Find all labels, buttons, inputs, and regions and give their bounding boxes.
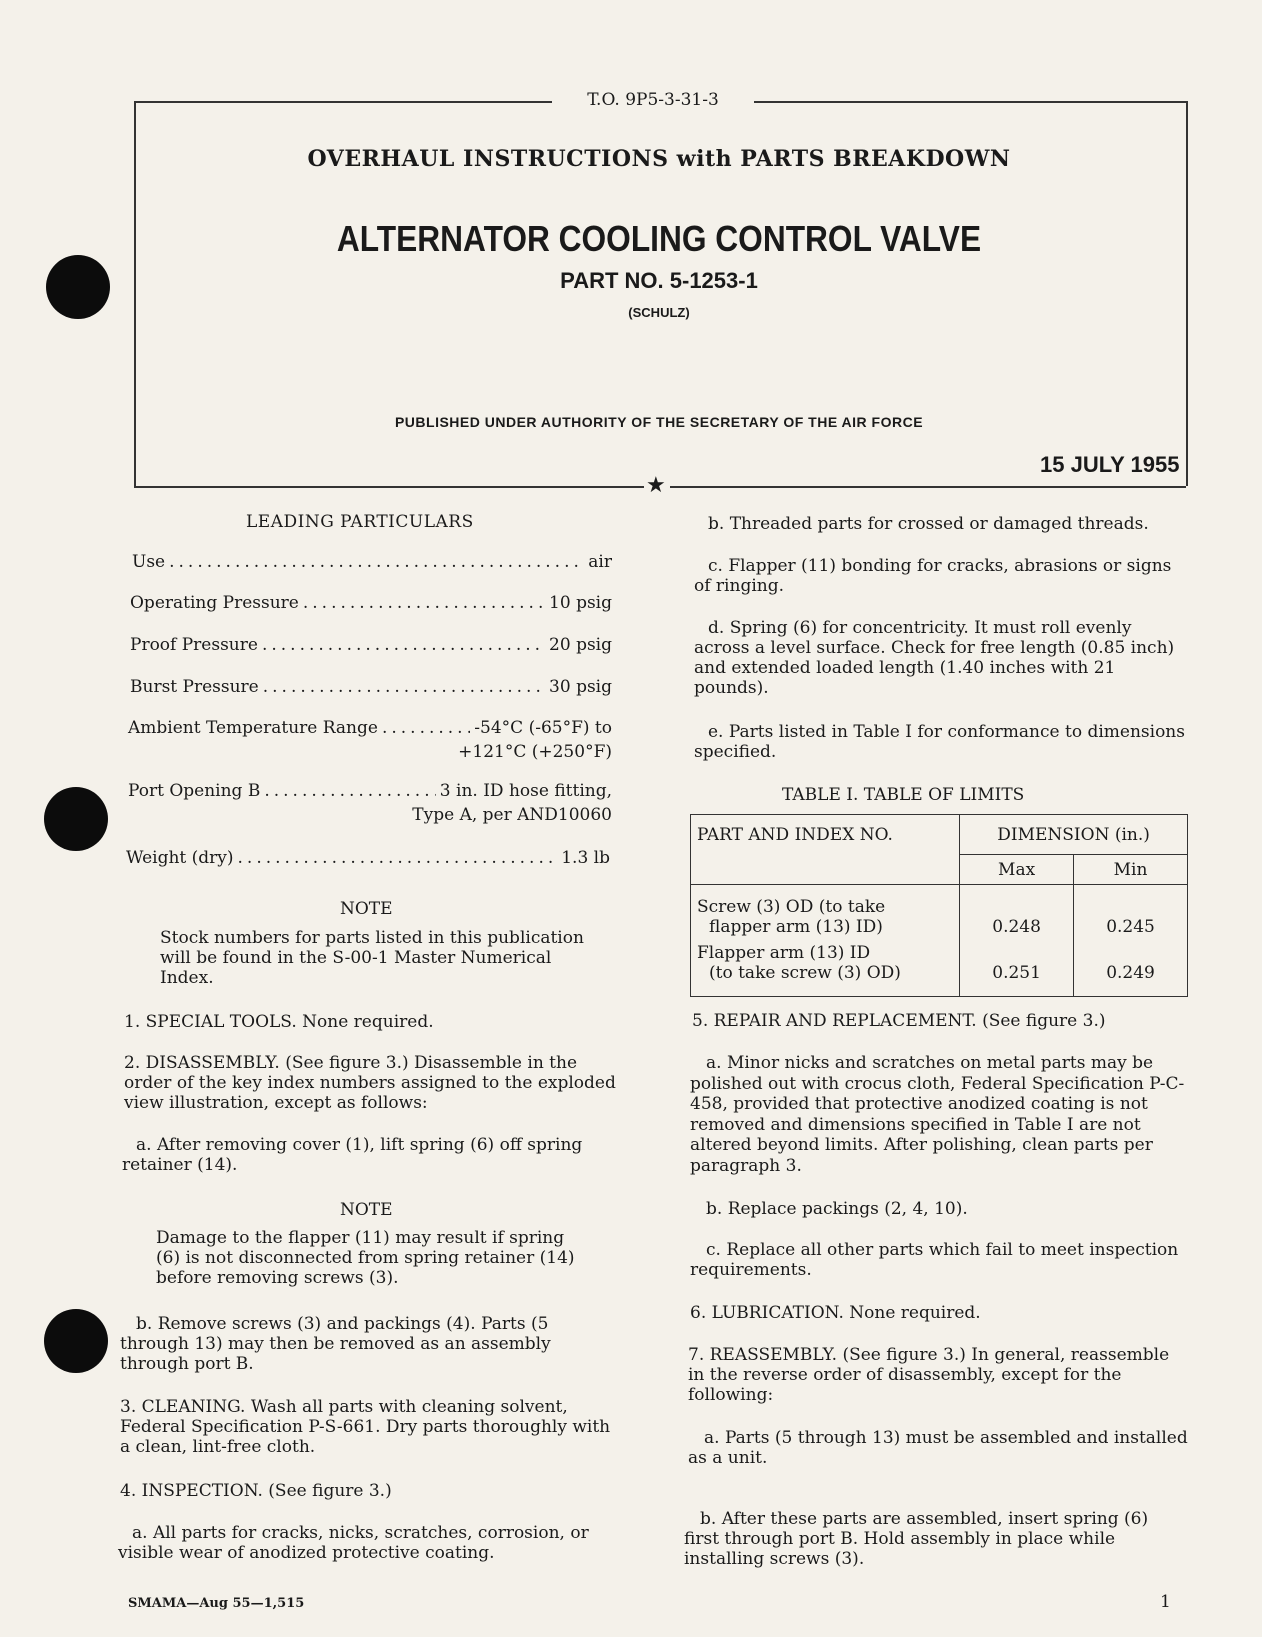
section-lubrication: 6. LUBRICATION. None required. [690,1303,981,1323]
particular-ambient-temperature [128,718,612,738]
table-cell-parts [691,885,960,997]
particular-value: 30 psig [549,677,612,697]
table-value: 0.249 [1106,963,1155,983]
table-row-part: Screw (3) OD (to take [697,897,886,917]
document-title: ALTERNATOR COOLING CONTROL VALVE [336,218,982,259]
reassembly-step-a: a. Parts (5 through 13) must be assembled and installed as a unit. [688,1428,1188,1468]
particular-label: Operating Pressure [130,593,299,613]
section-special-tools: 1. SPECIAL TOOLS. None required. [124,1012,434,1032]
authority-line: PUBLISHED UNDER AUTHORITY OF THE SECRETARY OF THE AIR FORCE [394,414,924,430]
box-bottom-line-right [670,486,1186,488]
overhaul-heading: OVERHAUL INSTRUCTIONS with PARTS BREAKDOWN [307,146,1011,172]
table-header-dimension: DIMENSION (in.) [960,815,1188,855]
repair-step-c: c. Replace all other parts which fail to meet inspection requirements. [690,1240,1179,1280]
table-header-min: Min [1074,855,1188,885]
particular-value-continued: Type A, per AND10060 [412,805,612,825]
table-value: 0.248 [992,917,1041,937]
section-reassembly: 7. REASSEMBLY. (See figure 3.) In general, reassemble in the reverse order of disassembly, except for the following: [688,1345,1170,1405]
section-inspection: 4. INSPECTION. (See figure 3.) [120,1481,392,1501]
inspection-step-c: c. Flapper (11) bonding for cracks, abrasions or signs of ringing. [694,556,1172,596]
table-header-part: PART AND INDEX NO. [691,815,960,885]
table-cell-max [960,885,1074,997]
inspection-step-e: e. Parts listed in Table I for conformance to dimensions specified. [694,722,1185,762]
star-ornament: ★ [646,473,666,498]
particular-port-opening [128,781,612,801]
table-cell-min [1074,885,1188,997]
section-cleaning: 3. CLEANING. Wash all parts with cleaning solvent, Federal Specification P-S-661. Dry parts thoroughly with a clean, lint-free cloth. [120,1397,611,1457]
particular-value-continued: +121°C (+250°F) [458,742,612,762]
binder-hole-bottom [44,1309,108,1373]
particular-use [132,552,612,572]
table-value: 0.245 [1106,917,1155,937]
box-bottom-line-left [134,486,644,488]
to-number: T.O. 9P5-3-31-3 [587,90,719,110]
table-row-part: (to take screw (3) OD) [709,963,901,983]
section-disassembly: 2. DISASSEMBLY. (See figure 3.) Disassemble in the order of the key index numbers assigned to the exploded view illustration, except as follows: [124,1053,616,1113]
particular-value: 3 in. ID hose fitting, [439,781,612,801]
leading-particulars-heading: LEADING PARTICULARS [246,512,474,532]
particular-value: 10 psig [549,593,612,613]
particular-label: Use [132,552,166,572]
particular-proof-pressure [130,635,612,655]
particular-value: 20 psig [549,635,612,655]
disassembly-step-a: a. After removing cover (1), lift spring (6) off spring retainer (14). [122,1135,583,1175]
limits-table [690,814,1188,997]
particular-value: air [588,552,612,572]
particular-weight [126,848,610,868]
particular-label: Weight (dry) [126,848,234,868]
box-top-line-left [134,101,552,103]
particular-label: Port Opening B [128,781,261,801]
repair-step-b: b. Replace packings (2, 4, 10). [706,1199,968,1219]
note-stock-numbers: Stock numbers for parts listed in this publication will be found in the S-00-1 Master Numerical Index. [160,928,584,988]
table-row-part: Flapper arm (13) ID [697,943,871,963]
particular-label: Ambient Temperature Range [128,718,378,738]
note-title: NOTE [340,899,393,919]
binder-hole-middle [44,787,108,851]
inspection-step-d: d. Spring (6) for concentricity. It must roll evenly across a level surface. Check for free length (0.85 inch) and extended loaded length (1.40 inches with 21 pounds). [694,618,1175,698]
note-title: NOTE [340,1200,393,1220]
reassembly-step-b: b. After these parts are assembled, insert spring (6) first through port B. Hold assembly in place while installing screws (3). [684,1509,1149,1569]
publication-date: 15 JULY 1955 [1040,452,1180,477]
particular-label: Proof Pressure [130,635,258,655]
box-top-line-right [754,101,1186,103]
manufacturer: (SCHULZ) [628,305,690,320]
page-number: 1 [1160,1592,1171,1612]
particular-value: -54°C (-65°F) to [474,718,612,738]
repair-step-a: a. Minor nicks and scratches on metal parts may be polished out with crocus cloth, Federal Specification P-C-458, provided that protective anodized coating is not removed and dimensions specified in Table I are not altered beyond limits. After polishing, clean parts per paragraph 3. [690,1053,1185,1176]
disassembly-step-b: b. Remove screws (3) and packings (4). Parts (5 through 13) may then be removed as an assembly through port B. [120,1314,551,1374]
print-code-footer: SMAMA—Aug 55—1,515 [128,1596,305,1611]
particular-value: 1.3 lb [561,848,610,868]
table-header-max: Max [960,855,1074,885]
table-title: TABLE I. TABLE OF LIMITS [782,785,1025,805]
binder-hole-top [46,255,110,319]
particular-operating-pressure [130,593,612,613]
inspection-step-a: a. All parts for cracks, nicks, scratches, corrosion, or visible wear of anodized protective coating. [118,1523,589,1563]
table-row-part: flapper arm (13) ID) [709,917,883,937]
note-damage-flapper: Damage to the flapper (11) may result if spring (6) is not disconnected from spring retainer (14) before removing screws (3). [156,1228,575,1288]
section-repair-replacement: 5. REPAIR AND REPLACEMENT. (See figure 3.) [692,1011,1106,1031]
particular-burst-pressure [130,677,612,697]
inspection-step-b: b. Threaded parts for crossed or damaged threads. [708,514,1149,534]
table-value: 0.251 [992,963,1041,983]
part-number: PART NO. 5-1253-1 [560,268,758,293]
particular-label: Burst Pressure [130,677,259,697]
